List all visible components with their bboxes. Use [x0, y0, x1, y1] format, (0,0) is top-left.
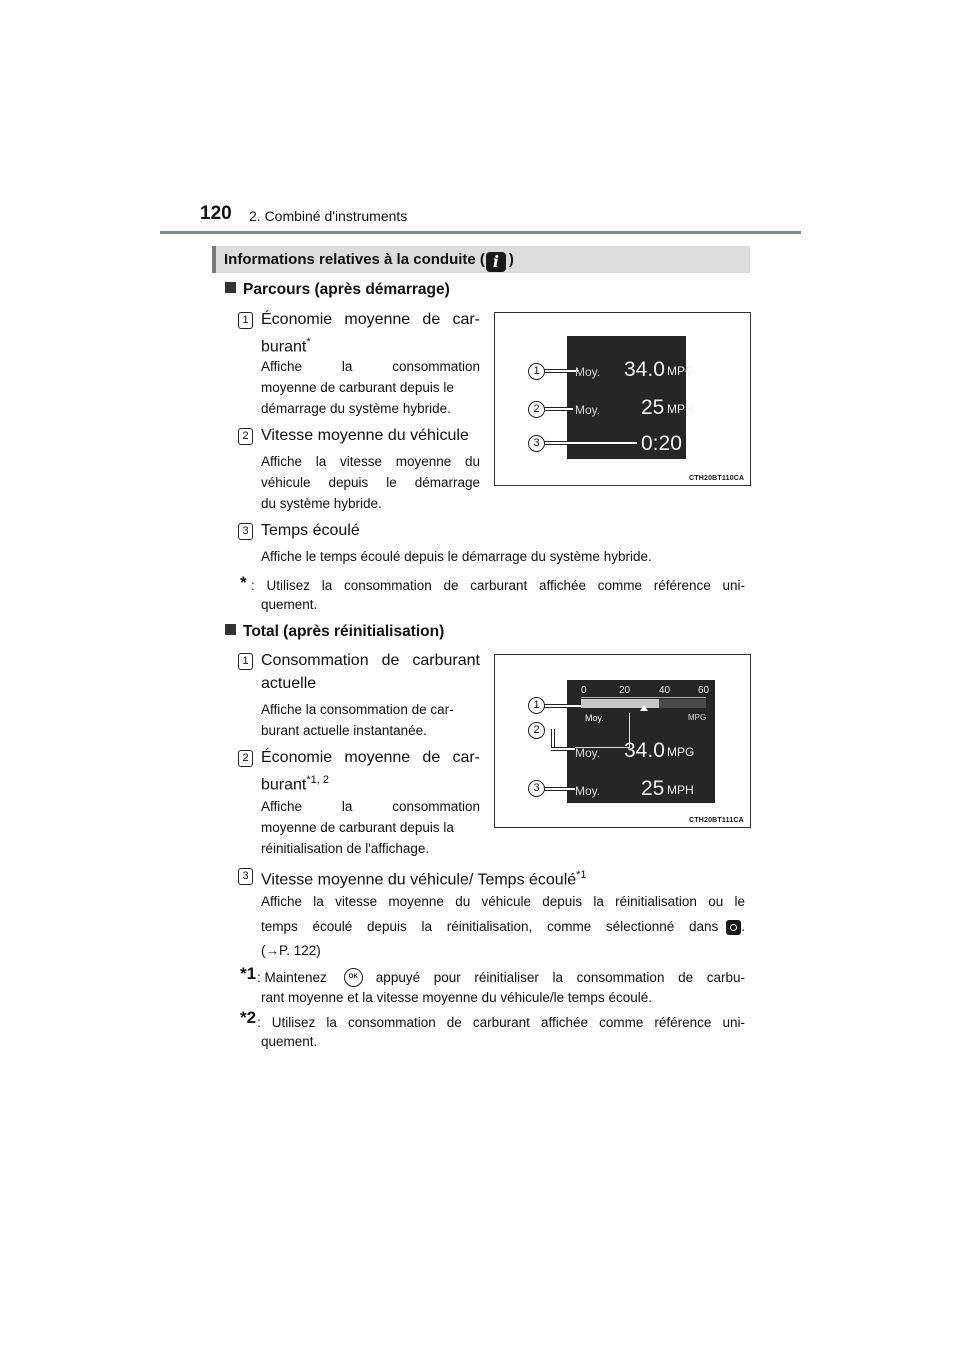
footnote-mark: *1	[240, 964, 257, 983]
section-title	[224, 251, 514, 272]
item-number: 1	[238, 312, 253, 329]
subheading-trip	[225, 281, 450, 299]
display-value: 25	[641, 777, 665, 800]
footnote-mark: *2	[240, 1008, 257, 1027]
bar-label: Moy.	[585, 713, 604, 723]
bar-unit: MPG	[688, 713, 707, 722]
item-title: Consommation de carburant	[261, 652, 480, 669]
callout-number: 3	[528, 435, 545, 452]
header-rule	[160, 231, 801, 234]
item-title-text: Vitesse moyenne du véhicule/ Temps écoulé	[261, 871, 577, 889]
footnote-text: : Utilisez la consommation de carburant affichée comme référence uni-	[257, 1015, 745, 1030]
footnote-mark: *1, 2	[306, 774, 330, 786]
footnote-text: : Utilisez la consommation de carburant affichée comme référence uni-	[251, 578, 745, 593]
scale-tick-label: 40	[659, 685, 671, 696]
item-number: 2	[238, 428, 253, 445]
item-description-line: démarrage du système hybride.	[261, 401, 451, 416]
subheading-total-text: Total (après réinitialisation)	[243, 623, 445, 640]
footnote-mark: *	[306, 336, 311, 348]
display-value: 25	[641, 396, 665, 419]
leader-line	[539, 369, 579, 373]
display-unit: MPH	[667, 783, 694, 797]
info-icon: i	[486, 252, 506, 272]
display-unit: MPG	[667, 745, 695, 759]
display-value: 34.0	[624, 739, 665, 762]
item-title-text: burant	[261, 776, 307, 794]
item-description-line: burant actuelle instantanée.	[261, 723, 427, 738]
page-reference: (→P. 122)	[261, 943, 321, 958]
scale-axis	[581, 697, 706, 698]
item-description-line	[261, 917, 745, 937]
scale-tick-label: 20	[619, 685, 631, 696]
item-description-line: du système hybride.	[261, 496, 382, 511]
callout-number: 1	[528, 697, 545, 714]
item-description-line: Affiche la consommation	[261, 359, 480, 374]
gear-icon	[726, 920, 741, 935]
item-description-line: Affiche la consommation de car-	[261, 702, 454, 717]
section-title-text: Informations relatives à la conduite (	[224, 251, 485, 268]
footnote-text: quement.	[261, 1034, 318, 1049]
section-title-bar	[212, 246, 750, 273]
leader-line	[551, 729, 555, 749]
item-title: Économie moyenne de car-	[261, 311, 480, 328]
subheading-trip-text: Parcours (après démarrage)	[243, 281, 450, 298]
item-description-line: Affiche le temps écoulé depuis le démarrage du système hybride.	[261, 549, 652, 564]
display-label: Moy.	[575, 784, 601, 798]
subheading-total	[225, 623, 444, 641]
footnote-text: quement.	[261, 597, 318, 612]
item-description-line: moyenne de carburant depuis le	[261, 380, 454, 395]
item-title: Vitesse moyenne du véhicule	[261, 427, 469, 444]
display-unit: MPG	[667, 364, 695, 378]
footnote-mark: *	[240, 573, 247, 592]
footnote-text	[257, 968, 745, 987]
item-number: 1	[238, 653, 253, 670]
item-number: 3	[238, 523, 253, 540]
item-title-cont: actuelle	[261, 675, 317, 692]
item-title: Économie moyenne de car-	[261, 749, 480, 766]
item-description-line: moyenne de carburant depuis la	[261, 820, 454, 835]
display-value: 34.0	[624, 358, 665, 381]
item-title-cont	[261, 769, 329, 796]
total-display-figure	[494, 654, 751, 828]
leader-line	[539, 441, 637, 445]
scale-tick-label: 60	[698, 685, 710, 696]
scale-tick-label: 0	[581, 685, 587, 696]
footnote-text: rant moyenne et la vitesse moyenne du véhicule/le temps écoulé.	[261, 990, 652, 1005]
figure-code: CTH20BT111CA	[689, 817, 744, 824]
trip-display-figure	[494, 312, 751, 486]
display-label: Moy.	[575, 403, 601, 417]
display-label: Moy.	[575, 365, 601, 379]
footnote	[240, 964, 256, 984]
callout-number: 1	[528, 363, 545, 380]
item-title-cont	[261, 331, 311, 358]
footnote	[240, 1008, 256, 1028]
item-description-line: réinitialisation de l'affichage.	[261, 841, 430, 856]
footnote-text-end: appuyé pour réinitialiser la consommation de carbu-	[375, 970, 745, 985]
item-title	[261, 864, 587, 891]
item-number: 3	[238, 868, 253, 885]
average-marker	[640, 705, 648, 711]
figure-code: CTH20BT110CA	[689, 475, 745, 482]
display-unit: MPH	[667, 402, 694, 416]
callout-number: 2	[528, 401, 545, 418]
footnote-text-start: : Maintenez	[257, 970, 327, 985]
leader-bracket	[575, 713, 630, 748]
item-description-end: .	[741, 919, 745, 934]
square-bullet-icon	[225, 282, 236, 293]
section-title-close: )	[508, 251, 514, 268]
item-description-text: temps écoulé depuis la réinitialisation, comme sélectionné dans	[261, 919, 719, 934]
footnote-mark: *1	[576, 869, 587, 881]
item-description-line: Affiche la vitesse moyenne du véhicule depuis la réinitialisation ou le	[261, 894, 745, 909]
display-label: Moy.	[575, 746, 601, 760]
callout-number: 3	[528, 780, 545, 797]
item-description-line: Affiche la consommation	[261, 799, 480, 814]
square-bullet-icon	[225, 624, 236, 635]
ok-icon: OK	[344, 968, 363, 987]
footnote	[240, 573, 247, 593]
page-number: 120	[200, 203, 232, 224]
item-title: Temps écoulé	[261, 522, 360, 539]
callout-number: 2	[528, 722, 545, 739]
section-bar-edge	[212, 246, 216, 273]
chapter-title: 2. Combiné d'instruments	[249, 208, 408, 224]
leader-line	[551, 747, 575, 751]
item-title-text: burant	[261, 338, 307, 356]
item-number: 2	[238, 750, 253, 767]
display-time: 0:20	[641, 432, 682, 455]
item-description-line: Affiche la vitesse moyenne du	[261, 454, 480, 469]
item-description-line: véhicule depuis le démarrage	[261, 475, 480, 490]
